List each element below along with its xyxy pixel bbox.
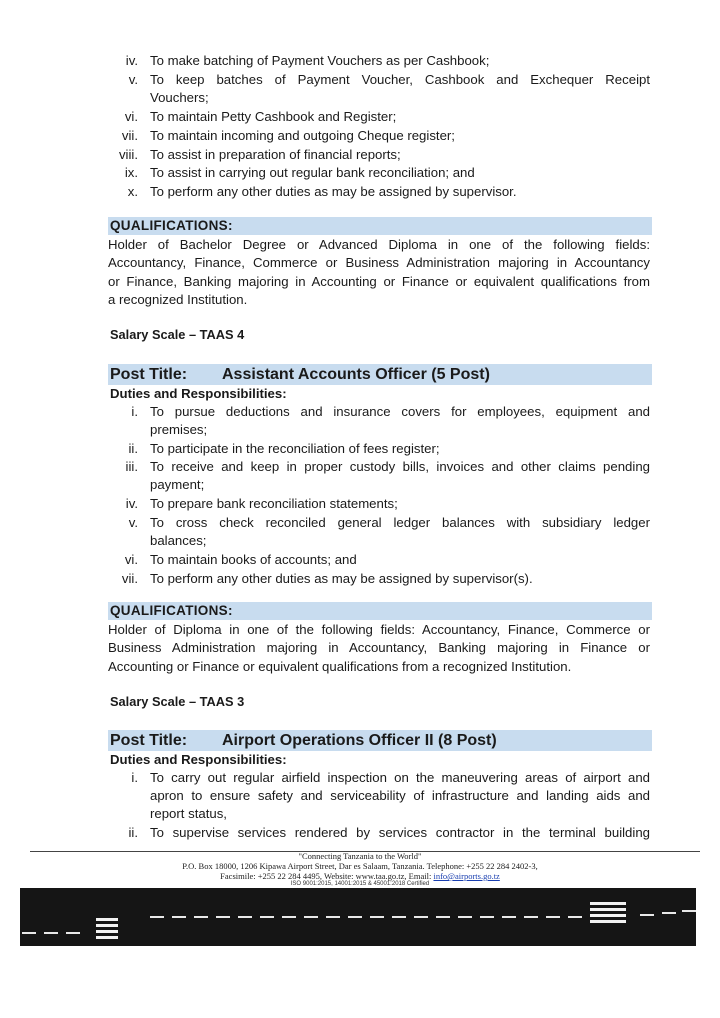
- footer-address: P.O. Box 18000, 1206 Kipawa Airport Street, Dar es Salaam, Tanzania. Telephone: +255 22 284 2402-3,: [182, 861, 538, 871]
- list-item: i. To pursue deductions and insurance covers for employees, equipment and premises;: [131, 404, 650, 437]
- runway-markings-icon: [20, 888, 696, 946]
- list-item: v. To cross check reconciled general ledger balances with subsidiary ledger balances;: [128, 515, 650, 548]
- salary-scale: Salary Scale – TAAS 3: [110, 694, 245, 709]
- list-item: vii. To perform any other duties as may be assigned by supervisor(s).: [121, 571, 533, 586]
- post-title: Assistant Accounts Officer (5 Post): [222, 366, 490, 383]
- duties-list-top: [0, 52, 720, 202]
- qualifications-text: Holder of Bachelor Degree or Advanced Diploma in one of the following fields: Accountancy, Finance, Commerce or Business Administration majoring in Accountancy or Finance, Banking majoring in Accounting or Finance or equivalent qualifications from a recognized Institution.: [108, 237, 650, 307]
- post-title: Airport Operations Officer II (8 Post): [222, 732, 497, 749]
- list-item: vii. To maintain incoming and outgoing Cheque register;: [121, 128, 455, 143]
- footer-email-link[interactable]: info@airports.go.tz: [433, 871, 500, 881]
- list-item: x. To perform any other duties as may be assigned by supervisor.: [127, 184, 517, 199]
- list-item: iii. To receive and keep in proper custody bills, invoices and other claims pending payment;: [125, 459, 650, 492]
- list-item: v. To keep batches of Payment Voucher, Cashbook and Exchequer Receipt Vouchers;: [128, 72, 650, 105]
- list-item: iv. To prepare bank reconciliation statements;: [125, 496, 398, 511]
- duties-heading: Duties and Responsibilities:: [110, 386, 287, 401]
- list-item: vi. To maintain Petty Cashbook and Register;: [124, 109, 397, 124]
- duties-list-mid: [0, 403, 720, 589]
- footer-contact: Facsimile: +255 22 284 4495, Website: www.taa.go.tz, Email: info@airports.go.tz: [220, 871, 500, 881]
- qualifications-heading: QUALIFICATIONS:: [108, 602, 652, 620]
- post-title-bar: [108, 364, 652, 385]
- qualifications-heading: QUALIFICATIONS:: [108, 217, 652, 235]
- list-item: vi. To maintain books of accounts; and: [124, 552, 357, 567]
- list-item: iv. To make batching of Payment Vouchers as per Cashbook;: [125, 53, 490, 68]
- salary-scale: Salary Scale – TAAS 4: [110, 327, 245, 342]
- footer-iso: ISO 9001:2015, 14001:2015 & 45001:2018 Certified: [290, 881, 430, 887]
- list-item: ii. To supervise services rendered by services contractor in the terminal building: [128, 825, 650, 840]
- list-item: ix. To assist in carrying out regular bank reconciliation; and: [124, 165, 475, 180]
- post-title-label: Post Title:: [110, 366, 188, 383]
- duties-heading: Duties and Responsibilities:: [110, 752, 287, 767]
- post-title-label: Post Title:: [110, 732, 188, 749]
- duties-list-bottom: [0, 769, 720, 843]
- list-item: ii. To participate in the reconciliation of fees register;: [128, 441, 440, 456]
- footer-slogan: "Connecting Tanzania to the World": [298, 851, 422, 861]
- list-item: i. To carry out regular airfield inspection on the maneuvering areas of airport and apron to ensure safety and serviceability of infrastructure and landing aids and report status,: [131, 770, 650, 821]
- runway-graphic: [20, 888, 696, 946]
- qualifications-text: Holder of Diploma in one of the following fields: Accountancy, Finance, Commerce or Business Administration majoring in Accountancy, Banking majoring in Finance or Accounting or Finance or equivalent qualifications from a recognized Institution.: [108, 622, 650, 674]
- list-item: viii. To assist in preparation of financial reports;: [118, 147, 401, 162]
- post-title-bar: [108, 730, 652, 751]
